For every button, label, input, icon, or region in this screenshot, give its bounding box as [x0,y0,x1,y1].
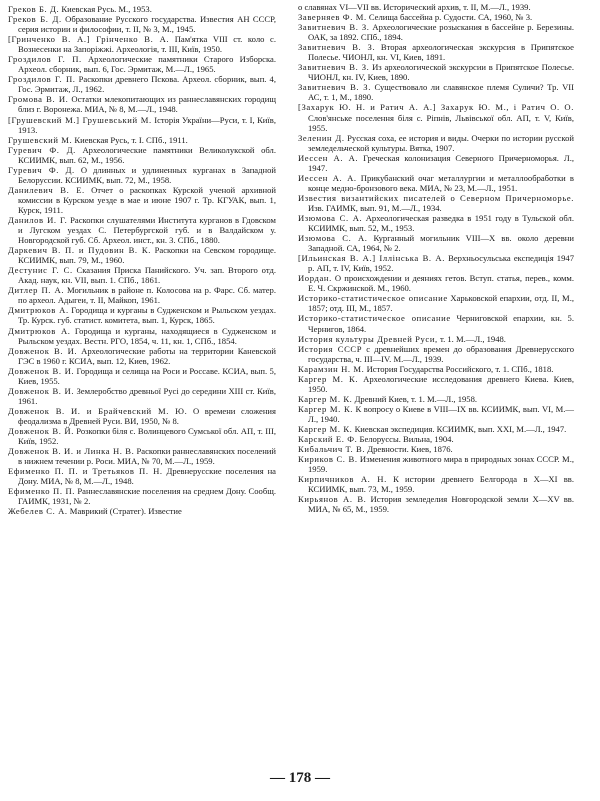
bibliography-entry [298,153,574,173]
entry-text: К истории древнего Белгорода в X—XI вв. КСИИМК, вып. 73, М., 1959. [308,474,574,495]
entry-text: Маврикий (Стратег). Известие [67,506,182,517]
bibliography-entry [298,253,574,273]
entry-text: Раскопки древнего Пскова. Археол. сборник, вып. 4, Гос. Эрмитаж, Л., 1962. [18,74,276,95]
entry-author: Данилевич В. Е. [8,184,85,195]
entry-author: [Ильинская В. А.] Іллінська В. А. [298,253,445,264]
entry-text: Харьковской епархии, отд. II, М., 1857; отд. III, М., 1857. [308,293,574,314]
bibliography-entry [298,434,574,444]
bibliography-entry [8,94,276,114]
bibliography-entry [298,102,574,132]
bibliography-entry [8,506,276,516]
entry-author: Ефименко П. П. [8,486,76,497]
bibliography-entry [8,14,276,34]
entry-text: Городища и курганы, находящиеся в Судженском и Рыльском уездах. Вестн. РГО, 1854, ч. 11, кн. 1, СПб., 1854. [18,325,276,346]
entry-text: Раннеславянские поселения на среднем Дону. Сообщ. ГАИМК, 1931, № 2. [18,486,276,507]
entry-author: Грушевский М. [8,134,73,145]
bibliography-entry [298,42,574,62]
entry-author: Историко-статистическое описание [298,313,451,324]
entry-author: Гроздилов Г. П. [8,54,82,65]
entry-text: Курганный могильник VIII—X вв. около деревни Западной. СА, 1964, № 2. [308,233,574,254]
bibliography-entry [298,2,574,12]
entry-author: Историко-статистическое описание [298,293,448,304]
entry-text: Образование Русского государства. Известия АН СССР, серия истории и философии, т. II, № 3, М., 1945. [18,14,276,35]
entry-text: Существовало ли славянское племя Суличи? Тр. VII АС, т. 1, М., 1890. [308,82,575,103]
bibliography-entry [8,446,276,466]
entry-text: Черниговской епархии, кн. 5. Чернигов, 1864. [308,313,574,334]
entry-author: Заверняев Ф. М. [298,12,367,23]
entry-text: Киевская экспедиция. КСИИМК, вып. XXI, М.—Л., 1947. [352,423,567,434]
entry-text: Киевская Русь. М., 1953. [59,4,152,14]
entry-author: Довженок В. И. и Брайчевский М. Ю. [8,405,188,416]
entry-text: Археологические работы на территории Каневской ГЭС в 1960 г. КСИА, вып. 12, Киев, 1962. [18,345,276,366]
entry-author: Довженок В. И. и Линка Н. В. [8,446,135,457]
bibliography-entry [298,213,574,233]
entry-text: Археологическая разведка в 1951 году в Тульской обл. КСИИМК, вып. 52, М., 1953. [308,212,574,234]
entry-author: Ефименко П. П. и Третьяков П. Н. [8,466,163,477]
right-column [298,2,574,514]
entry-author: Кибальчич Т. В. [298,444,366,455]
bibliography-entry [298,364,574,374]
entry-text: Археологические розыскания в бассейне р. Березины. ОАК, за 1892. СПб., 1894. [308,22,574,43]
entry-author: Каргер М. К. [298,423,353,434]
bibliography-entry [8,426,276,446]
entry-text: Вторая археологическая экскурсия в Припятское Полесье. ЧИОНЛ, кн. VI, Киев, 1891. [308,42,574,63]
entry-text: Раскопки на Севском городище. КСИИМК, вып. 79, М., 1960. [18,245,276,266]
bibliography-entry [8,135,276,145]
bibliography-entry [8,326,276,346]
bibliography-entry [298,344,574,364]
entry-text: Русская соха, ее история и виды. Очерки по истории русской земледельческой культуры. Вятка, 1907. [308,132,574,153]
bibliography-entry [298,133,574,153]
bibliography-entry [8,285,276,305]
entry-text: Прикубанский очаг металлургии и металлообработки в конце медно-бронзового века. МИА, № 23, М.—Л., 1951. [308,172,574,193]
entry-text: Слов'янське поселення біля с. Ріпнів, Львівської обл. АП, т. V, Київ, 1955. [308,112,574,133]
bibliography-entry [8,145,276,165]
entry-text: История земледелия Новгородской земли X—XV вв. МИА, № 65, М., 1959. [308,494,574,515]
entry-author: Карамзин Н. М. [298,363,365,374]
entry-text: Изв. ГАИМК, вып. 91, М.—Л., 1934. [308,202,442,213]
entry-author: Иессен А. А. [298,172,357,183]
entry-text: История Государства Российского, т. 1. СПб., 1818. [364,363,554,374]
entry-text: Древнерусские поселения на Дону. МИА, № 8, М.—Л., 1948. [18,466,276,487]
bibliography-entry [298,313,574,333]
bibliography-entry [8,215,276,245]
bibliography-entry [298,22,574,42]
bibliography-entry [298,233,574,253]
bibliography-entry [8,165,276,185]
entry-author: Гуревич Ф. Д. [8,144,76,155]
entry-text: Белоруссы. Вильна, 1904. [357,434,454,445]
entry-author: История СССР [298,343,363,354]
entry-text: Розкопки біля с. Волинцевого Сумської обл. АП, т. III, Київ, 1952. [18,425,276,447]
entry-author: Дмитрюков А. [8,305,69,316]
entry-text: о славянах VI—VII вв. Исторический архив, т. II, М.—Л., 1939. [298,2,531,12]
bibliography-entry [298,293,574,313]
entry-author: Кирпичников А. Н. [298,474,387,485]
entry-author: Довженок В. И. [8,365,75,376]
entry-author: Кириков С. В. [298,454,358,465]
entry-author: Довженок В. И. [8,385,75,396]
bibliography-entry [8,305,276,325]
entry-text: Раскопки слушателями Института курганов в Гдовском и Лугском уездах С. Петербургской губ. и в Валдайском у. Новгородской губ. Сб. Археол. инст., кн. 3. СПб., 1880. [18,214,276,246]
entry-text: О времени сложения феодализма в Древней Руси. ВИ, 1950, № 8. [18,405,276,426]
entry-author: Каргер М. К. [298,393,353,404]
entry-author: Гуревич Ф. Д. [8,164,75,175]
entry-author: Даркевич В. П. и Пудовин В. К. [8,245,151,256]
bibliography-entry [298,374,574,394]
entry-author: [Захарук Ю. Н. и Ратич А. А.] Захарук Ю. М., і Ратич О. О. [298,102,574,113]
entry-text: Греческая колонизация Северного Причерноморья. Л., 1947. [308,152,574,173]
entry-author: Дестунис Г. С. [8,265,73,276]
entry-text: Археологические памятники Старого Изборска. Археол. сборник, вып. 6, Гос. Эрмитаж, М.—Л., 1965. [18,54,276,75]
entry-text: О длинных и удлиненных курганах в Западной Белоруссии. КСИИМК, вып. 72, М., 1958. [18,164,276,185]
entry-text: Древности. Киев, 1876. [365,444,453,455]
entry-text: Городища и курганы в Судженском и Рыльском уездах. Тр. Курск. губ. статист. комитета, вып. 1, Курск, 1865. [18,305,276,326]
bibliography-entry [8,74,276,94]
bibliography-entry [8,366,276,386]
entry-text: Археологические памятники Великолукской обл. КСИИМК, вып. 62, М., 1956. [18,144,276,165]
entry-author: [Грушевский М.] Грушевський М. [8,114,152,125]
entry-text: Сказания Приска Панийского. Уч. зап. Второго отд. Акад. наук, кн. VII, вып. 1. СПб., 1861. [18,265,276,286]
entry-author: [Гринченко В. А.] Грінченко В. А. [8,34,170,45]
entry-author: Греков Б. Д. [8,14,62,25]
entry-text: Из археологической экскурсии в Припятское Полесье. ЧИОНЛ, кн. IV, Киев, 1890. [308,62,575,83]
entry-text: Раскопки раннеславянских поселений в нижнем течении р. Роси. МИА, № 70, М.—Л., 1959. [18,446,276,467]
entry-text: Археологические исследования древнего Киева. Киев, 1950. [308,373,574,394]
bibliography-entry [298,494,574,514]
entry-author: Известия византийских писателей о Северном Причерноморье. [298,192,574,203]
entry-text: Могильник в районе п. Колосова на р. Фарс. Сб. матер. по археол. Адыгеи, т. II, Майкоп, 1961. [18,285,276,306]
entry-author: Греков Б. Д. [8,4,60,14]
bibliography-entry [298,173,574,193]
bibliography-entry [298,273,574,293]
bibliography-entry [298,12,574,22]
bibliography-entry [298,474,574,494]
bibliography-entry [8,185,276,215]
entry-text: Остатки млекопитающих из раннеславянских городищ близ г. Воронежа. МИА, № 8, М.—Л., 1948. [18,94,276,115]
bibliography-entry [298,62,574,82]
entry-author: Каргер М. К. [298,403,354,414]
bibliography-entry [8,34,276,54]
entry-author: Довженок В. И. [8,345,78,356]
bibliography-entry [298,394,574,404]
entry-author: Завитневич В. З. [298,62,370,73]
bibliography-entry [8,4,276,14]
entry-text: Древний Киев, т. 1. М.—Л., 1958. [352,393,478,404]
bibliography-entry [298,82,574,102]
entry-author: Кирьянов А. В. [298,494,367,505]
bibliography-entry [298,193,574,213]
bibliography-entry [8,486,276,506]
entry-author: Дитлер П. А. [8,285,65,296]
entry-text: О происхождении и деяниях гетов. Вступ. статья, перев., комм. Е. Ч. Скржинской. М., 1960. [308,273,574,294]
bibliography-entry [8,54,276,74]
entry-author: Карский Е. Ф. [298,434,358,445]
entry-author: Завитневич В. З. [298,82,371,93]
left-column [8,4,276,516]
bibliography-entry [298,454,574,474]
entry-text: т. 1. М.—Л., 1948. [437,333,506,344]
bibliography-entry [298,334,574,344]
entry-text: Землеробство древньої Русі до середини XIII ст. Київ, 1961. [18,385,276,406]
bibliography-entry [8,466,276,486]
entry-author: Гроздилов Г. П. [8,74,76,85]
entry-text: К вопросу о Киеве в VIII—IX вв. КСИИМК, вып. VI, М.—Л., 1940. [308,403,575,424]
bibliography-entry [8,346,276,366]
entry-author: Громова В. И. [8,94,69,105]
entry-author: Иессен А. А. [298,152,359,163]
bibliography-entry [8,386,276,406]
entry-text: Історія України—Руси, т. I, Київ, 1913. [18,114,277,135]
entry-author: Данилов И. Г. [8,214,68,225]
entry-author: Дмитрюков А. [8,325,71,336]
entry-author: Каргер М. К. [298,373,359,384]
entry-author: Завитневич В. З. [298,42,376,53]
entry-author: Изюмова С. А. [298,212,363,223]
entry-author: Довженок В. Й. [8,425,74,436]
entry-text: Верхньосульська експедиція 1947 р. АП, т. IV, Київ, 1952. [308,253,574,274]
entry-text: Городища и селища на Роси и Россаве. КСИА, вып. 5, Киев, 1955. [18,365,276,386]
bibliography-entry [8,406,276,426]
entry-author: Изюмова С. А. [298,233,368,244]
bibliography-entry [8,265,276,285]
page-number: — 178 — [270,770,330,786]
entry-author: Завитневич В. З. [298,22,370,33]
entry-text: с древнейших времен до образования Древнерусского государства, ч. III—IV. М.—Л., 1939. [308,343,574,364]
entry-text: Пам'ятка VIII ст. коло с. Вознесенки на Запоріжжі. Археологія, т. III, Київ, 1950. [18,34,276,55]
bibliography-entry [298,444,574,454]
bibliography-entry [8,245,276,265]
entry-author: Жебелев С. А. [8,506,68,517]
entry-author: Иордан. [298,273,332,284]
entry-author: Зеленин Д. [298,132,345,143]
bibliography-entry [298,424,574,434]
entry-text: Изменения животного мира в природных зонах СССР. М., 1959. [308,454,574,475]
entry-text: Селища бассейна р. Судости. СА, 1960, № 3. [366,12,533,23]
entry-text: Отчет о раскопках Курской ученой архивной комиссии в Курском уезде в мае и июне 1907 г. Тр. КГУАК, вып. 1, Курск, 1911. [18,184,277,215]
entry-text: Киевская Русь, т. I. СПб., 1911. [72,134,188,145]
bibliography-entry [8,115,276,135]
bibliography-entry [298,404,574,424]
entry-author: История культуры Древней Руси, [298,333,438,344]
